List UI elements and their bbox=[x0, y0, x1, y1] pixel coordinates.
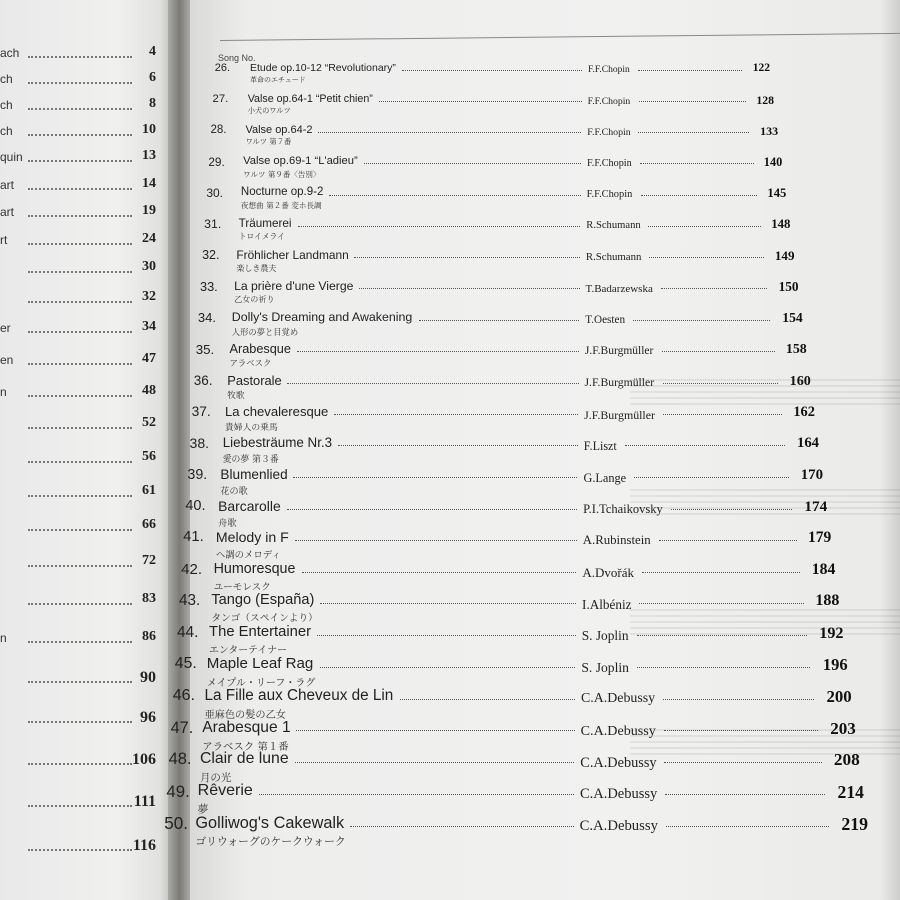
leader-dots bbox=[664, 730, 818, 731]
composer-name: F.Liszt bbox=[583, 439, 617, 454]
left-toc-page-number: 66 bbox=[142, 517, 156, 532]
leader-dots bbox=[663, 414, 782, 415]
song-title: Valse op.69-1 “L'adieu” bbox=[243, 154, 358, 167]
toc-entry bbox=[0, 623, 844, 657]
toc-entry bbox=[0, 62, 770, 92]
composer-name: J.F.Burgmüller bbox=[584, 376, 655, 390]
page-number: 200 bbox=[826, 686, 852, 706]
page-number: 214 bbox=[837, 781, 864, 802]
song-title: Liebesträume Nr.3 bbox=[222, 435, 333, 451]
song-title-japanese: メイプル・リーフ・ラグ bbox=[206, 678, 316, 690]
composer-name: R.Schumann bbox=[585, 251, 642, 264]
song-number: 35. bbox=[195, 341, 215, 357]
leader-dots bbox=[295, 762, 574, 763]
leader-dots bbox=[661, 288, 767, 289]
song-title: Valse op.64-1 “Petit chien” bbox=[247, 92, 373, 105]
toc-entry bbox=[0, 404, 815, 434]
left-toc-page-number: 4 bbox=[149, 44, 156, 59]
song-number: 26. bbox=[214, 62, 230, 74]
song-title: La Fille aux Cheveux de Lin bbox=[204, 686, 394, 704]
song-number: 28. bbox=[210, 123, 227, 136]
left-toc-page-number: 32 bbox=[142, 289, 156, 304]
leader-dots bbox=[638, 70, 742, 71]
left-toc-title-fragment: art bbox=[0, 205, 15, 219]
leader-dots bbox=[625, 445, 785, 446]
toc-entry bbox=[0, 750, 860, 784]
song-title: Melody in F bbox=[215, 529, 289, 546]
song-title: Blumenlied bbox=[220, 466, 288, 482]
song-title-japanese: ゴリウォーグのケークウォーク bbox=[195, 834, 346, 848]
left-toc-title-fragment: n bbox=[0, 631, 7, 645]
composer-name: R.Schumann bbox=[586, 220, 641, 232]
song-title: Arabesque bbox=[229, 341, 291, 356]
song-title-japanese: 舟歌 bbox=[218, 518, 237, 530]
left-toc-title-fragment: rt bbox=[0, 233, 8, 247]
song-number: 31. bbox=[204, 216, 222, 231]
song-title-japanese: 小犬のワルツ bbox=[247, 106, 291, 116]
song-title-japanese: アラベスク 第１番 bbox=[202, 740, 289, 753]
page-number: 174 bbox=[804, 498, 828, 515]
song-title-japanese: 愛の夢 第３番 bbox=[222, 454, 279, 465]
song-title: Träumerei bbox=[238, 216, 292, 230]
leader-dots bbox=[659, 540, 797, 541]
leader-dots bbox=[642, 572, 800, 573]
composer-name: I.Albéniz bbox=[582, 596, 632, 612]
leader-dots bbox=[640, 163, 754, 164]
song-number: 30. bbox=[206, 185, 223, 200]
leader-dots bbox=[320, 667, 575, 668]
toc-entry bbox=[0, 655, 848, 690]
song-title: Etude op.10-12 “Revolutionary” bbox=[250, 62, 396, 74]
leader-dots bbox=[259, 794, 574, 795]
composer-name: C.A.Debussy bbox=[580, 722, 656, 739]
leader-dots bbox=[297, 351, 579, 352]
song-number: 40. bbox=[185, 498, 206, 514]
composer-name: S. Joplin bbox=[581, 659, 629, 675]
composer-name: F.F.Chopin bbox=[588, 65, 630, 75]
song-title: Tango (España) bbox=[211, 592, 315, 609]
page-number: 160 bbox=[789, 372, 811, 389]
song-number: 39. bbox=[187, 466, 208, 483]
leader-dots bbox=[663, 383, 778, 384]
leader-dots bbox=[664, 762, 822, 763]
song-number: 32. bbox=[202, 248, 220, 263]
song-title-japanese: エンターテイナー bbox=[209, 645, 287, 657]
left-toc-page-number: 56 bbox=[142, 449, 156, 464]
song-number: 27. bbox=[212, 92, 229, 105]
left-toc-page-number: 83 bbox=[142, 591, 156, 606]
leader-dots bbox=[318, 132, 581, 133]
song-title-japanese: 月の光 bbox=[199, 771, 232, 784]
leader-dots bbox=[329, 195, 581, 196]
composer-name: F.F.Chopin bbox=[587, 126, 631, 138]
left-toc-page-number: 24 bbox=[142, 231, 156, 246]
toc-entry bbox=[0, 310, 803, 340]
song-title: The Entertainer bbox=[209, 623, 312, 640]
leader-dots bbox=[648, 226, 761, 227]
leader-dots bbox=[293, 477, 577, 478]
leader-dots bbox=[302, 572, 576, 573]
song-number: 37. bbox=[191, 404, 211, 419]
page-number: 164 bbox=[796, 435, 819, 452]
page-number: 128 bbox=[756, 92, 775, 107]
song-title: Nocturne op.9-2 bbox=[240, 185, 324, 198]
toc-entry bbox=[0, 372, 811, 403]
left-toc-page-number: 96 bbox=[140, 709, 156, 726]
left-toc-title-fragment: ach bbox=[0, 46, 20, 60]
page-edge-shadow bbox=[880, 0, 900, 900]
leader-dots bbox=[28, 56, 132, 58]
composer-name: T.Oesten bbox=[585, 313, 626, 326]
song-title: Barcarolle bbox=[218, 498, 281, 514]
song-title: Golliwog's Cakewalk bbox=[195, 813, 345, 832]
song-title-japanese: 楽しき農夫 bbox=[236, 263, 277, 273]
composer-name: G.Lange bbox=[583, 470, 627, 485]
song-number: 36. bbox=[193, 372, 213, 388]
song-title-japanese: 夜想曲 第２番 変ホ長調 bbox=[240, 201, 322, 211]
leader-dots bbox=[320, 603, 576, 604]
leader-dots bbox=[334, 414, 578, 415]
toc-entry bbox=[0, 123, 779, 154]
song-title: La chevaleresque bbox=[224, 404, 329, 419]
toc-entry bbox=[0, 435, 819, 465]
leader-dots bbox=[359, 288, 580, 289]
leader-dots bbox=[649, 257, 764, 258]
page-number: 179 bbox=[808, 529, 832, 547]
song-title-japanese: 革命のエチュード bbox=[250, 76, 306, 84]
composer-name: A.Dvořák bbox=[582, 564, 635, 580]
left-toc-page-number: 34 bbox=[142, 319, 156, 334]
toc-entry bbox=[0, 498, 828, 530]
song-title: La prière d'une Vierge bbox=[234, 279, 354, 294]
page-number: 133 bbox=[760, 123, 779, 138]
composer-name: F.F.Chopin bbox=[586, 158, 632, 170]
song-title-japanese: 乙女の祈り bbox=[234, 294, 275, 305]
composer-name: P.I.Tchaikovsky bbox=[583, 502, 663, 516]
composer-name: J.F.Burgmüller bbox=[584, 345, 654, 358]
left-toc-page-number: 13 bbox=[142, 148, 156, 163]
page-number: 219 bbox=[841, 813, 868, 834]
page-number: 145 bbox=[767, 185, 787, 200]
toc-entry bbox=[0, 248, 795, 278]
leader-dots bbox=[364, 163, 581, 164]
song-title: Pastorale bbox=[227, 372, 282, 388]
song-number: 45. bbox=[174, 655, 197, 673]
song-number: 33. bbox=[199, 279, 218, 295]
page-number: 162 bbox=[793, 404, 815, 420]
song-title-japanese: 花の歌 bbox=[220, 486, 248, 497]
page-number: 203 bbox=[830, 718, 856, 738]
composer-name: F.F.Chopin bbox=[586, 189, 633, 201]
composer-name: T.Badarzewska bbox=[585, 282, 653, 295]
song-number: 42. bbox=[181, 560, 202, 578]
leader-dots bbox=[639, 101, 746, 102]
leader-dots bbox=[638, 132, 749, 133]
left-toc-page-number: 6 bbox=[149, 70, 156, 85]
toc-entry bbox=[0, 216, 791, 247]
toc-entry bbox=[0, 154, 783, 185]
leader-dots bbox=[350, 826, 574, 827]
song-title: Fröhlicher Landmann bbox=[236, 248, 349, 263]
toc-entry bbox=[0, 341, 807, 372]
page-number: 170 bbox=[800, 466, 824, 483]
left-toc-page-number: 30 bbox=[142, 259, 156, 274]
page-number: 148 bbox=[771, 216, 791, 231]
leader-dots bbox=[400, 699, 575, 700]
song-number: 44. bbox=[176, 623, 199, 641]
toc-entry bbox=[0, 279, 799, 309]
toc-entry bbox=[0, 466, 824, 497]
left-toc-page-number: 86 bbox=[142, 629, 156, 644]
left-toc-page-number: 72 bbox=[142, 553, 156, 568]
song-title-japanese: ユーモレスク bbox=[213, 581, 271, 593]
composer-name: C.A.Debussy bbox=[580, 754, 657, 771]
leader-dots bbox=[634, 477, 789, 478]
left-toc-title-fragment: n bbox=[0, 385, 7, 399]
song-number: 38. bbox=[189, 435, 209, 452]
page-number: 196 bbox=[822, 655, 848, 675]
leader-dots bbox=[671, 509, 792, 510]
leader-dots bbox=[639, 603, 804, 604]
toc-entry bbox=[0, 92, 775, 123]
leader-dots bbox=[287, 509, 577, 510]
page-number: 188 bbox=[815, 592, 840, 610]
leader-dots bbox=[419, 320, 579, 321]
page-number: 208 bbox=[833, 750, 860, 770]
page-number: 140 bbox=[763, 154, 783, 169]
left-toc-title-fragment: en bbox=[0, 353, 14, 367]
song-title-japanese: アラベスク bbox=[229, 358, 272, 369]
left-toc-page-number: 111 bbox=[133, 793, 156, 810]
song-title-japanese: 夢 bbox=[197, 802, 209, 816]
left-toc-page-number: 61 bbox=[142, 483, 156, 498]
leader-dots bbox=[641, 195, 757, 196]
page-number: 158 bbox=[785, 341, 807, 357]
song-number: 29. bbox=[208, 154, 225, 169]
left-toc-page-number: 8 bbox=[149, 96, 156, 111]
left-toc-page-number: 116 bbox=[132, 837, 156, 854]
leader-dots bbox=[637, 635, 807, 636]
toc-entry bbox=[0, 781, 864, 816]
left-toc-page-number: 14 bbox=[142, 176, 156, 191]
leader-dots bbox=[28, 849, 132, 851]
left-toc-page-number: 52 bbox=[142, 415, 156, 430]
left-toc-title-fragment: quin bbox=[0, 150, 23, 164]
composer-name: C.A.Debussy bbox=[579, 818, 658, 835]
song-title-japanese: 牧歌 bbox=[227, 390, 245, 401]
leader-dots bbox=[317, 635, 576, 636]
leader-dots bbox=[298, 226, 580, 227]
page-number: 192 bbox=[819, 623, 844, 642]
leader-dots bbox=[665, 794, 825, 795]
leader-dots bbox=[287, 383, 579, 384]
leader-dots bbox=[637, 667, 810, 668]
left-toc-page-number: 48 bbox=[142, 383, 156, 398]
left-toc-page-number: 10 bbox=[142, 122, 156, 137]
toc-entry bbox=[0, 718, 856, 753]
left-toc-title-fragment: ch bbox=[0, 98, 13, 112]
song-title: Humoresque bbox=[213, 560, 296, 577]
leader-dots bbox=[633, 320, 770, 321]
toc-entry bbox=[0, 592, 840, 625]
leader-dots bbox=[296, 730, 575, 731]
page-number: 184 bbox=[811, 560, 836, 578]
left-toc-title-fragment: ch bbox=[0, 72, 13, 86]
page-number: 122 bbox=[752, 62, 770, 74]
left-toc-page-number: 90 bbox=[140, 669, 156, 686]
song-title-japanese: ヘ調のメロディ bbox=[215, 549, 281, 561]
composer-name: C.A.Debussy bbox=[579, 786, 658, 803]
song-number: 49. bbox=[166, 781, 190, 801]
song-number: 48. bbox=[168, 750, 192, 769]
leader-dots bbox=[663, 699, 814, 700]
song-title-japanese: トロイメライ bbox=[238, 232, 285, 242]
leader-dots bbox=[354, 257, 580, 258]
page-number: 149 bbox=[774, 248, 795, 264]
song-title: Maple Leaf Rag bbox=[206, 655, 314, 673]
composer-name: A.Rubinstein bbox=[582, 533, 651, 548]
song-title: Dolly's Dreaming and Awakening bbox=[231, 310, 413, 325]
song-title-japanese: ワルツ 第９番〈告別〉 bbox=[243, 169, 321, 179]
composer-name: S. Joplin bbox=[581, 628, 629, 643]
left-toc-page-number: 19 bbox=[142, 203, 156, 218]
page-number: 154 bbox=[782, 310, 803, 326]
left-toc-title-fragment: ch bbox=[0, 124, 13, 138]
song-no-label: Song No. bbox=[218, 53, 256, 63]
composer-name: F.F.Chopin bbox=[587, 96, 631, 107]
song-number: 46. bbox=[172, 686, 195, 704]
song-title-japanese: 人形の夢と目覚め bbox=[231, 326, 299, 337]
left-toc-title-fragment: er bbox=[0, 321, 11, 335]
song-number: 41. bbox=[183, 529, 204, 546]
leader-dots bbox=[666, 826, 829, 827]
left-toc-title-fragment: art bbox=[0, 178, 15, 192]
song-title-japanese: 亜麻色の髪の乙女 bbox=[204, 709, 286, 721]
composer-name: J.F.Burgmüller bbox=[584, 407, 655, 422]
left-toc-page-number: 47 bbox=[142, 351, 156, 366]
song-title: Arabesque 1 bbox=[202, 718, 291, 736]
song-number: 50. bbox=[164, 813, 188, 833]
song-number: 34. bbox=[197, 310, 216, 326]
leader-dots bbox=[402, 70, 582, 71]
song-title-japanese: 貴婦人の乗馬 bbox=[224, 423, 278, 434]
song-title: Rêverie bbox=[197, 781, 253, 799]
song-title: Clair de lune bbox=[199, 750, 289, 768]
leader-dots bbox=[338, 445, 578, 446]
leader-dots bbox=[662, 351, 775, 352]
song-title-japanese: ワルツ 第７番 bbox=[245, 137, 292, 147]
page-number: 150 bbox=[778, 279, 799, 295]
leader-dots bbox=[295, 540, 577, 541]
leader-dots bbox=[379, 101, 582, 102]
left-toc-page-number: 106 bbox=[132, 751, 156, 768]
song-title-japanese: タンゴ（スペインより） bbox=[211, 613, 318, 625]
song-title: Valse op.64-2 bbox=[245, 123, 313, 136]
composer-name: C.A.Debussy bbox=[581, 691, 656, 707]
song-number: 43. bbox=[178, 592, 201, 610]
song-number: 47. bbox=[170, 718, 194, 737]
